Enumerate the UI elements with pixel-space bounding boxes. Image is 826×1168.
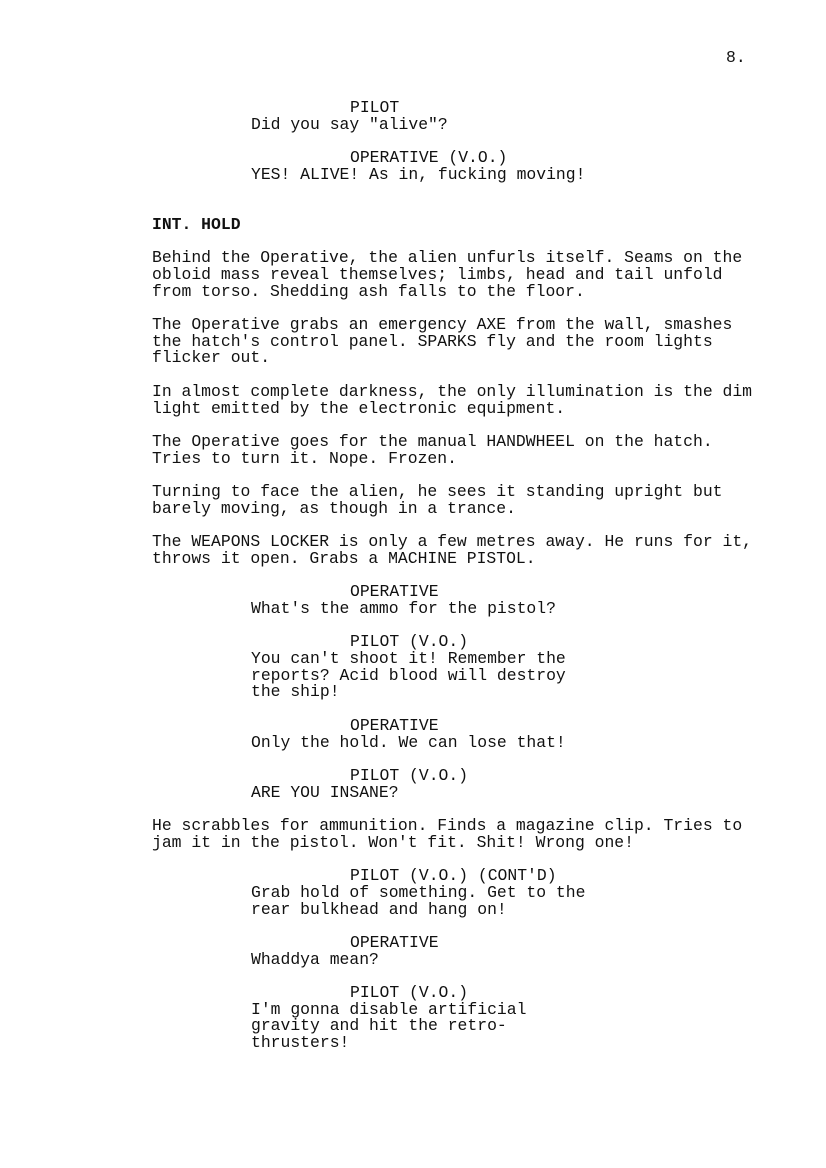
screenplay-body xyxy=(152,100,752,1052)
scene-heading: INT. HOLD xyxy=(152,214,241,234)
dialogue: Grab hold of something. Get to the rear bulkhead and hang on! xyxy=(251,882,586,919)
dialogue: Did you say "alive"? xyxy=(251,114,448,134)
character-name: OPERATIVE xyxy=(350,715,439,735)
dialogue: What's the ammo for the pistol? xyxy=(251,598,556,618)
action-paragraph: In almost complete darkness, the only illumination is the dim light emitted by the electronic equipment. xyxy=(152,381,752,418)
action-paragraph: He scrabbles for ammunition. Finds a magazine clip. Tries to jam it in the pistol. Won't fit. Shit! Wrong one! xyxy=(152,816,743,852)
dialogue: You can't shoot it! Remember the reports? Acid blood will destroy the ship! xyxy=(251,649,566,702)
action-paragraph: Behind the Operative, the alien unfurls itself. Seams on the obloid mass reveal themselves; limbs, head and tail unfold from torso. Shedding ash falls to the floor. xyxy=(152,248,743,301)
character-name: PILOT (V.O.) (CONT'D) xyxy=(350,866,557,886)
action-paragraph: Turning to face the alien, he sees it standing upright but barely moving, as though in a trance. xyxy=(152,482,723,518)
character-name: PILOT (V.O.) xyxy=(350,632,469,652)
dialogue: I'm gonna disable artificial gravity and hit the retro- thrusters! xyxy=(251,999,527,1053)
character-name: OPERATIVE (V.O.) xyxy=(350,148,508,168)
action-paragraph: The Operative goes for the manual HANDWHEEL on the hatch. Tries to turn it. Nope. Frozen. xyxy=(152,431,713,468)
character-name: PILOT xyxy=(350,98,400,117)
dialogue: ARE YOU INSANE? xyxy=(251,782,399,802)
page-number: 8. xyxy=(726,48,746,67)
dialogue: Only the hold. We can lose that! xyxy=(251,732,566,752)
character-name: OPERATIVE xyxy=(350,582,439,602)
action-paragraph: The Operative grabs an emergency AXE from the wall, smashes the hatch's control panel. SPARKS fly and the room lights flicker out. xyxy=(152,315,733,368)
character-name: PILOT (V.O.) xyxy=(350,765,469,785)
character-name: OPERATIVE xyxy=(350,932,439,952)
character-name: PILOT (V.O.) xyxy=(350,983,469,1002)
dialogue: YES! ALIVE! As in, fucking moving! xyxy=(251,164,586,184)
dialogue: Whaddya mean? xyxy=(251,949,379,969)
action-paragraph: The WEAPONS LOCKER is only a few metres away. He runs for it, throws it open. Grabs a MACHINE PISTOL. xyxy=(152,532,752,568)
